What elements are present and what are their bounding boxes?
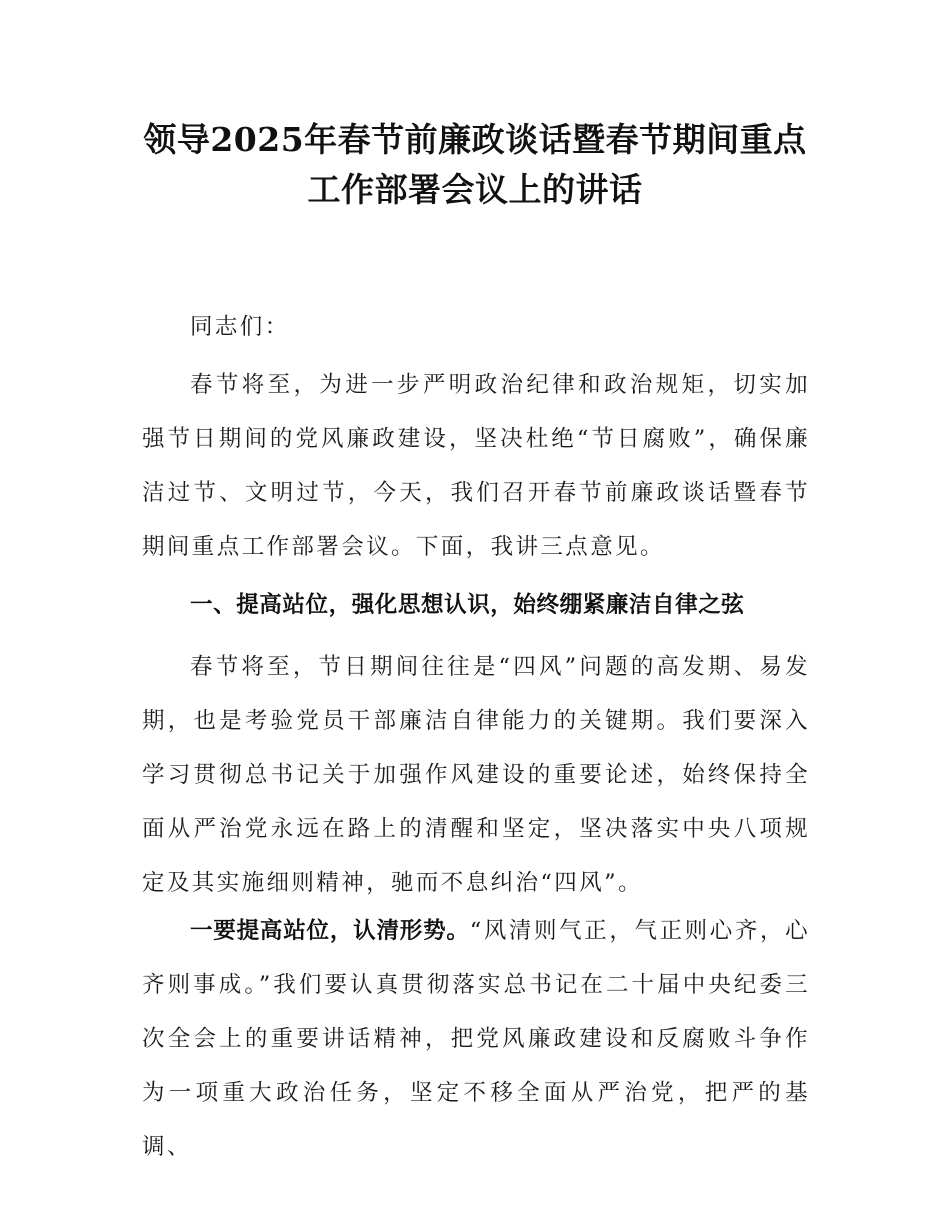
document-title-line-2: 工作部署会议上的讲话 [307, 170, 643, 209]
point-1-body: “风清则气正，气正则心齐，心齐则事成。”我们要认真贯彻落实总书记在二十届中央纪委三次全会上的重要讲话精神，把党风廉政建设和反腐败斗争作为一项重大政治任务，坚定不移全面从严治党，把严的基调、 [142, 918, 811, 1160]
point-1-paragraph [142, 904, 811, 1160]
point-1-lead: 一要提高站位，认清形势。 [190, 918, 470, 944]
document-title-line-1: 领导2025年春节前廉政谈话暨春节期间重点 [143, 120, 807, 159]
section-heading-1: 一、提高站位，强化思想认识，始终绷紧廉洁自律之弦 [190, 592, 745, 618]
intro-paragraph: 春节将至，为进一步严明政治纪律和政治规矩，切实加强节日期间的党风廉政建设，坚决杜绝“节日腐败”，确保廉洁过节、文明过节，今天，我们召开春节前廉政谈话暨春节期间重点工作部署会议。下面，我讲三点意见。 [142, 372, 810, 560]
greeting: 同志们： [190, 314, 290, 340]
section-1-paragraph: 春节将至，节日期间往往是“四风”问题的高发期、易发期，也是考验党员干部廉洁自律能力的关键期。我们要深入学习贯彻总书记关于加强作风建设的重要论述，始终保持全面从严治党永远在路上的清醒和坚定，坚决落实中央八项规定及其实施细则精神，驰而不息纠治“四风”。 [142, 654, 810, 896]
